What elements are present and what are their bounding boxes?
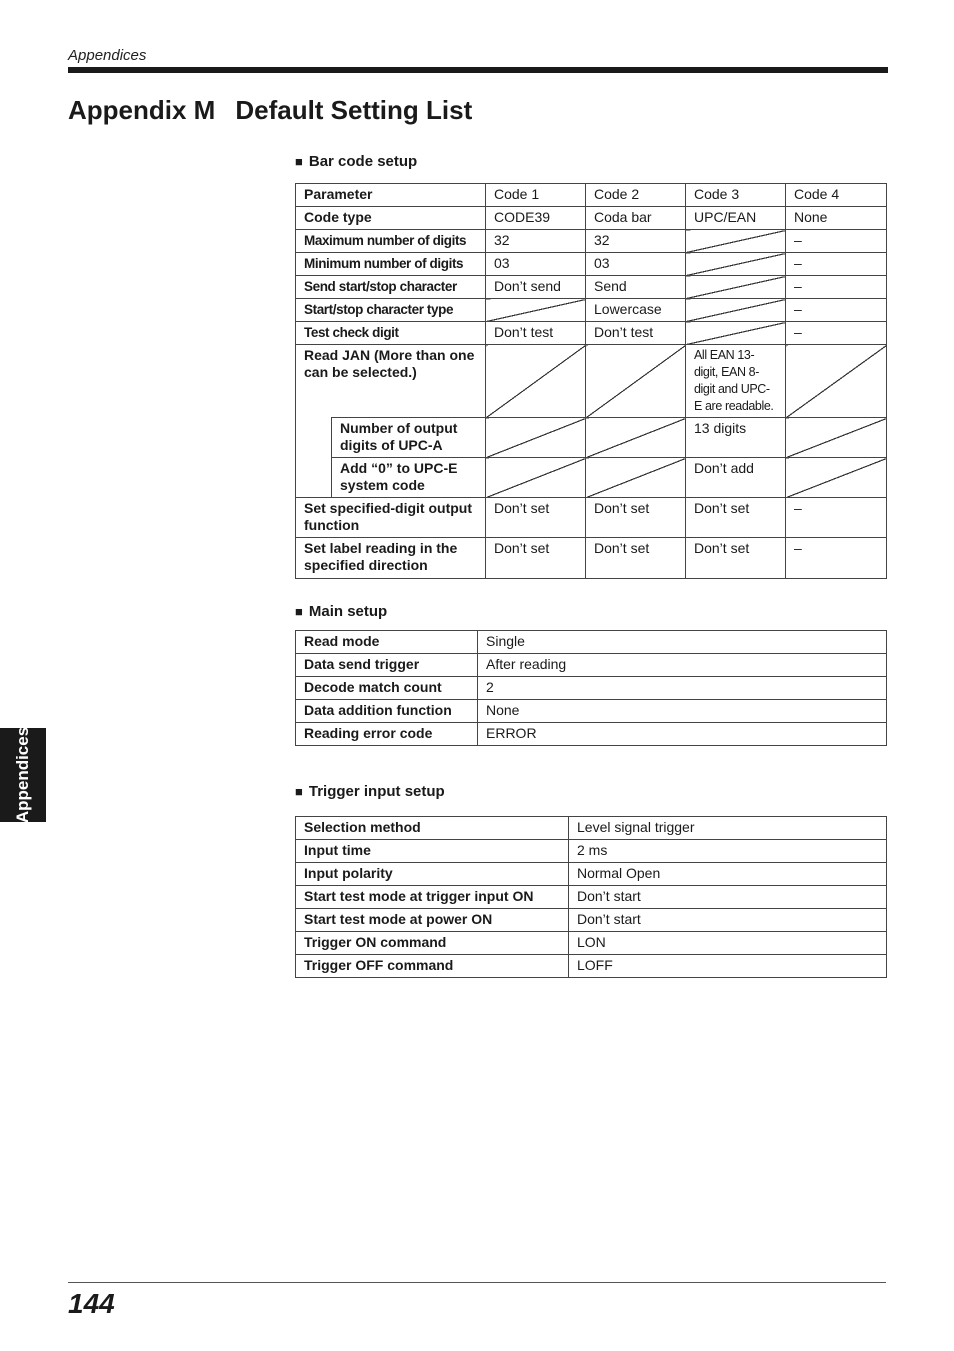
- table-cell: 03: [486, 253, 586, 276]
- square-bullet-icon: ■: [295, 604, 303, 619]
- main-heading-text: Main setup: [308, 603, 388, 620]
- not-applicable-cell: [486, 345, 586, 418]
- row-label: Trigger OFF command: [296, 955, 569, 978]
- row-label: Send start/stop character: [296, 276, 486, 299]
- row-label: Minimum number of digits: [296, 253, 486, 276]
- table-row: [296, 322, 887, 345]
- trigger-setup-heading: [295, 783, 445, 800]
- not-applicable-cell: [586, 418, 686, 458]
- table-cell: –: [786, 276, 887, 299]
- table-row: [296, 700, 887, 723]
- table-row: [296, 817, 887, 840]
- row-label: Start test mode at trigger input ON: [296, 886, 569, 909]
- table-row: [296, 955, 887, 978]
- running-header: Appendices: [68, 47, 147, 64]
- column-header-parameter: Parameter: [296, 184, 486, 207]
- main-setup-heading: [295, 603, 387, 620]
- header-rule: [68, 67, 888, 73]
- row-label: Data addition function: [296, 700, 478, 723]
- table-cell: –: [786, 230, 887, 253]
- table-cell: –: [786, 322, 887, 345]
- not-applicable-cell: [686, 276, 786, 299]
- row-label: Set specified-digit output function: [296, 498, 486, 538]
- column-header-code4: Code 4: [786, 184, 887, 207]
- row-label: Decode match count: [296, 677, 478, 700]
- table-cell: –: [786, 498, 887, 538]
- table-cell: 13 digits: [686, 418, 786, 458]
- not-applicable-cell: [786, 458, 887, 498]
- table-row: [296, 345, 887, 418]
- table-cell: Send: [586, 276, 686, 299]
- table-cell: None: [786, 207, 887, 230]
- trigger-heading-text: Trigger input setup: [308, 783, 445, 800]
- row-label: Code type: [296, 207, 486, 230]
- table-row: [296, 631, 887, 654]
- table-row: [296, 654, 887, 677]
- square-bullet-icon: ■: [295, 784, 303, 799]
- table-row: [296, 909, 887, 932]
- page-number: 144: [68, 1288, 115, 1319]
- not-applicable-cell: [786, 418, 887, 458]
- table-row: [296, 498, 887, 538]
- table-cell: Don’t test: [486, 322, 586, 345]
- indent-cell: [296, 418, 332, 498]
- table-cell: –: [786, 253, 887, 276]
- table-cell: Don’t set: [486, 538, 586, 579]
- not-applicable-cell: [686, 230, 786, 253]
- not-applicable-cell: [686, 322, 786, 345]
- table-row: [296, 458, 887, 498]
- row-label: Read JAN (More than one can be selected.): [296, 345, 486, 418]
- row-label: Number of output digits of UPC-A: [332, 418, 486, 458]
- row-label: Test check digit: [296, 322, 486, 345]
- table-cell: None: [478, 700, 887, 723]
- table-cell: Normal Open: [569, 863, 887, 886]
- not-applicable-cell: [586, 345, 686, 418]
- table-cell: –: [786, 299, 887, 322]
- table-header-row: [296, 184, 887, 207]
- table-row: [296, 230, 887, 253]
- not-applicable-cell: [786, 345, 887, 418]
- appendix-label: Appendix M: [68, 95, 216, 125]
- appendices-side-tab: [0, 728, 46, 822]
- table-row: [296, 207, 887, 230]
- table-cell: Don’t send: [486, 276, 586, 299]
- barcode-setup-heading: [295, 153, 417, 170]
- table-cell: –: [786, 538, 887, 579]
- not-applicable-cell: [486, 299, 586, 322]
- row-label: Set label reading in the specified direction: [296, 538, 486, 579]
- table-row: [296, 276, 887, 299]
- barcode-heading-text: Bar code setup: [308, 153, 418, 170]
- table-cell: ERROR: [478, 723, 887, 746]
- row-label: Input polarity: [296, 863, 569, 886]
- row-label: Reading error code: [296, 723, 478, 746]
- row-label: Input time: [296, 840, 569, 863]
- table-row: [296, 299, 887, 322]
- table-cell: Don’t set: [586, 498, 686, 538]
- table-cell: 2 ms: [569, 840, 887, 863]
- page-title: [68, 95, 472, 126]
- row-label: Data send trigger: [296, 654, 478, 677]
- table-cell: 2: [478, 677, 887, 700]
- table-cell: LOFF: [569, 955, 887, 978]
- table-cell: All EAN 13-digit, EAN 8-digit and UPC-E are readable.: [686, 345, 786, 418]
- table-row: [296, 418, 887, 458]
- main-setup-table: [295, 630, 887, 746]
- table-cell: Single: [478, 631, 887, 654]
- table-cell: Don’t set: [486, 498, 586, 538]
- row-label: Selection method: [296, 817, 569, 840]
- table-cell: UPC/EAN: [686, 207, 786, 230]
- table-cell: Lowercase: [586, 299, 686, 322]
- row-label: Read mode: [296, 631, 478, 654]
- table-row: [296, 253, 887, 276]
- table-cell: Don’t test: [586, 322, 686, 345]
- table-cell: Don’t set: [686, 498, 786, 538]
- row-label: Add “0” to UPC-E system code: [332, 458, 486, 498]
- table-cell: Don’t set: [686, 538, 786, 579]
- row-label: Start test mode at power ON: [296, 909, 569, 932]
- row-label: Trigger ON command: [296, 932, 569, 955]
- table-row: [296, 863, 887, 886]
- table-cell: LON: [569, 932, 887, 955]
- table-cell: 03: [586, 253, 686, 276]
- side-tab-label: Appendices: [13, 726, 32, 824]
- row-label: Start/stop character type: [296, 299, 486, 322]
- table-cell: Don’t start: [569, 886, 887, 909]
- table-cell: Coda bar: [586, 207, 686, 230]
- row-label: Maximum number of digits: [296, 230, 486, 253]
- column-header-code2: Code 2: [586, 184, 686, 207]
- column-header-code3: Code 3: [686, 184, 786, 207]
- table-cell: 32: [586, 230, 686, 253]
- title-text: Default Setting List: [235, 95, 473, 125]
- table-row: [296, 886, 887, 909]
- table-cell: Level signal trigger: [569, 817, 887, 840]
- table-row: [296, 538, 887, 579]
- not-applicable-cell: [486, 458, 586, 498]
- table-row: [296, 840, 887, 863]
- column-header-code1: Code 1: [486, 184, 586, 207]
- table-cell: CODE39: [486, 207, 586, 230]
- table-cell: After reading: [478, 654, 887, 677]
- table-row: [296, 723, 887, 746]
- square-bullet-icon: ■: [295, 154, 303, 169]
- not-applicable-cell: [686, 299, 786, 322]
- trigger-setup-table: [295, 816, 887, 978]
- barcode-setup-table: [295, 183, 887, 579]
- not-applicable-cell: [586, 458, 686, 498]
- table-cell: Don’t add: [686, 458, 786, 498]
- table-row: [296, 677, 887, 700]
- table-cell: Don’t set: [586, 538, 686, 579]
- not-applicable-cell: [486, 418, 586, 458]
- table-cell: 32: [486, 230, 586, 253]
- table-cell: Don’t start: [569, 909, 887, 932]
- footer-rule: [68, 1282, 886, 1283]
- table-row: [296, 932, 887, 955]
- not-applicable-cell: [686, 253, 786, 276]
